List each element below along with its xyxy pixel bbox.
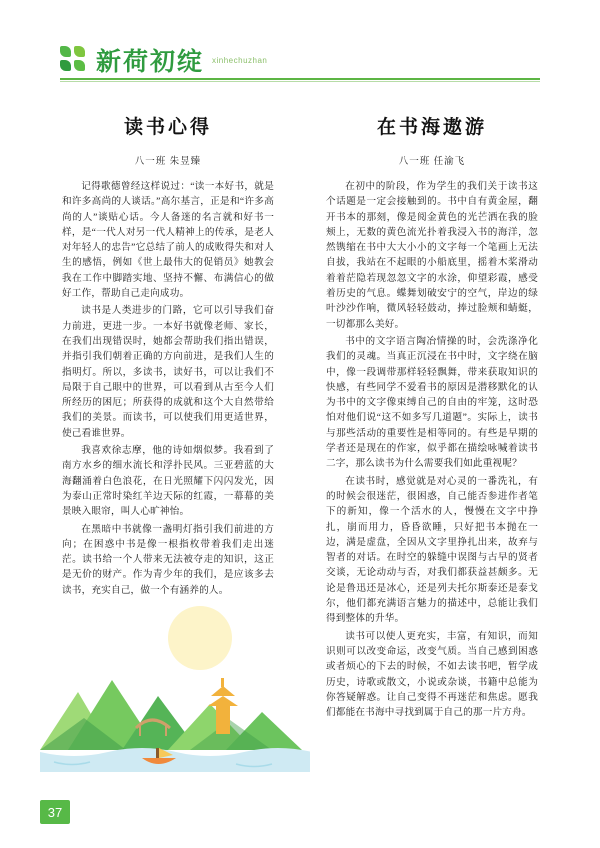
section-title: 新荷初绽 <box>96 48 205 76</box>
section-title-pinyin: xinhechuzhan <box>212 56 268 65</box>
page-number-badge: 37 <box>40 800 70 824</box>
paragraph: 记得歌德曾经这样说过：“读一本好书，就是和许多高尚的人谈话。”高尔基言，正是和“许多高尚的人”谈贴心话。今人备迷的名言就和好书一样，是“一代人对另一代人精神上的传承，是老人对年轻人的忠告”它总结了前人的成败得失和对人生的感悟，例如《世上最伟大的促销员》她教会我在工作中脚踏实地、坚持不懈、布满信心的做好工作，帮助自己走向成功。 <box>62 181 274 300</box>
article-left <box>62 104 274 600</box>
article-title: 在书海遨游 <box>376 117 487 138</box>
article-title: 读书心得 <box>123 117 212 138</box>
mountain-pagoda-lake-boat-illustration <box>40 600 310 780</box>
paragraph: 读书可以使人更充实，丰富，有知识，而知识则可以改变命运，改变气质。当自己感到困惑或者烦心的下去的时候，不如去读书吧，暂学成历史，诗歌或散文，小说或杂谈，书籍中总能为你答疑解惑。让自己变得不再迷茫和焦虑。愿我们都能在书海中寻找到属于自己的那一片方舟。 <box>326 630 538 719</box>
leaf-logo-icon <box>60 46 86 72</box>
article-byline: 八一班 任渝飞 <box>398 157 466 167</box>
article-body <box>326 179 538 720</box>
article-right <box>326 104 538 722</box>
paragraph: 在初中的阶段，作为学生的我们关于读书这个话题是一定会接触到的。书中自有黄金屋，翻开书本的那刻，像是阅金黄色的光芒洒在我的脸颊上，无数的黄色流光扑着我浸入书的海洋，忽然镌缩在书中大大小小的文字每一个笔画上无法自拔，我站在不起眼的小船底里，摇着木桨滑动着着茫隐若现忽忽文字的水涂，仰望彩霞，感受着历史的气息。蝶舞划破安宁的空气，岸边的绿叶沙沙作响，微风轻轻鼓动，捧过脸颊和蜻蜓，一切都那么美好。 <box>326 181 538 330</box>
header-rule-secondary <box>60 81 540 82</box>
page-header <box>60 42 540 86</box>
header-rule <box>60 78 540 80</box>
paragraph: 在黑暗中书就像一盏明灯指引我们前进的方向；在困惑中书是像一根指枚带着我们走出迷茫。读书给一个人带来无法被夺走的知识，这正是无价的财产。作为青少年的我们，是应该多去读书，充实自己，做一个有涵养的人。 <box>62 523 274 596</box>
paragraph: 读书是人类进步的门路，它可以引导我们奋力前进，更进一步。一本好书就像老师、家长，在我们出现错误时，她都会帮助我们指出错误，并指引我们朝着正确的方向前进，是我们人生的指明灯。所以，多读书，读好书，可以让我们不局限于自己眼中的世界，可以看到从古至今人们所经历的困厄；所获得的成就和这个大自然带给我们的美景。而读书，可以使我们用更适世界，使己看谁世界。 <box>62 305 274 439</box>
paragraph: 书中的文字语言陶冶情操的时，会洗涤净化我们的灵魂。当真正沉浸在书中时，文字绕在脑中，像一段调带那样轻轻飘舞，带来获取知识的快感，有些同学不爱看书的原因是潜移默化的认为书中的文字像束缚自己的自由的牢笼，这时恐怕对他们说“这不如多写几道题”。实际上，读书与那些活动的重要性是相等同的。有些是早期的学者还是现在的作家，似乎都在描绘咏喊着读书二字，那么读书为什么需要我们如此重视呢？ <box>326 335 538 470</box>
paragraph: 在读书时，感觉就是对心灵的一番洗礼，有的时候会很迷茫，很困惑，自己能否参进作者笔下的新知，像一个活水的人，慢慢在文字中挣扎，崩而用力，昏昏欲睡，只好把书本抛在一边，满是虚盘，全因从文字里挣扎出来，故弃与智者的对话。在时空的躲缝中误图与古早的贤者交谈，无论动动与否，对我们都获益甚颇多。无论是鲁迅还是冰心，还是列夫托尔斯泰还是泰戈尔，他们都充满语言魅力的描述中，总能让我们得到整体的升华。 <box>326 475 538 625</box>
article-body <box>62 179 274 598</box>
paragraph: 我喜欢徐志摩，他的诗如烟似梦。我看到了南方水乡的细水流长和浮扑民风。三亚碧蓝的大海翻涌着白色浪花，在日光照耀下闪闪发光，因为泰山正常时染红羊边天际的红霞，一幕幕的美景映入眼帘，叫人心旷神怡。 <box>62 445 274 518</box>
article-byline: 八一班 朱昱臻 <box>134 157 202 167</box>
